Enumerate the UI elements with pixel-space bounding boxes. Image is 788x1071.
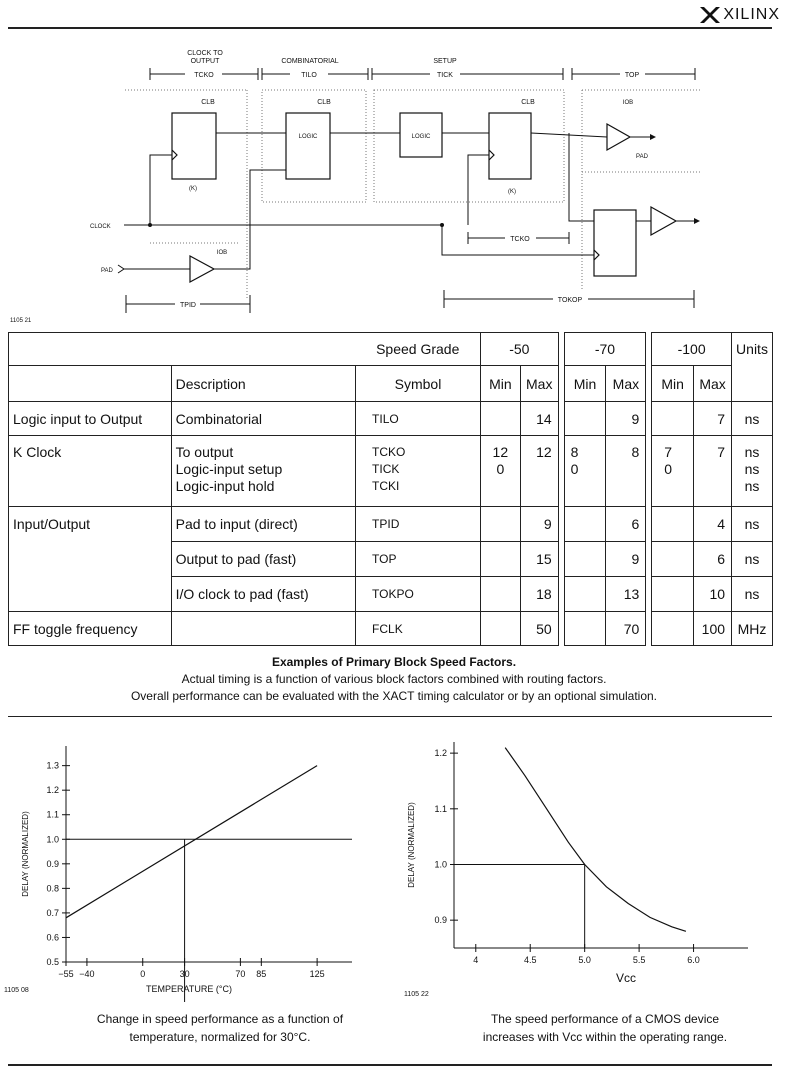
xilinx-logo: [700, 6, 780, 24]
x-tick-label: 4: [473, 955, 479, 965]
footer-rule: [8, 1064, 772, 1066]
pad-output-label: PAD: [636, 154, 648, 160]
cell-100-max: 6: [694, 542, 732, 577]
x-axis-label: Vcc: [615, 971, 637, 985]
tpid-label: TPID: [180, 302, 196, 309]
cell-100-min: [652, 507, 694, 542]
cell-50-min: [480, 542, 520, 577]
vcc-caption-line-1: The speed performance of a CMOS device: [490, 1012, 720, 1026]
cell-100-min: [652, 542, 694, 577]
tokop-label: TOKOP: [557, 297, 583, 304]
cell-unit: ns: [732, 577, 773, 612]
cell-unit: ns: [732, 542, 773, 577]
x-tick-label: 0: [140, 969, 146, 979]
cell-70-min: 0: [570, 461, 579, 477]
table-row: [9, 542, 773, 577]
y-tick-label: 1.2: [434, 748, 447, 759]
clock-to-output-label-2: OUTPUT: [190, 58, 220, 65]
cell-70-max: 9: [606, 402, 646, 436]
pad-input-arrow: [118, 265, 124, 273]
cell-unit: ns: [744, 461, 760, 477]
cell-70-min: 8: [570, 444, 579, 460]
row-category: FF toggle frequency: [9, 612, 172, 646]
y-tick-label: 0.9: [46, 858, 59, 869]
vcc-caption-line-2: increases with Vcc within the operating range.: [482, 1030, 728, 1044]
cell-100-max: 7: [694, 402, 732, 436]
cell-50-max: 12: [536, 444, 552, 460]
y-tick-label: 0.7: [46, 907, 59, 918]
figure-id: 1105 08: [4, 987, 29, 994]
min-header: Min: [480, 366, 520, 402]
x-tick-label: 6.0: [687, 955, 700, 965]
table-caption-title: Examples of Primary Block Speed Factors.: [271, 655, 517, 669]
cell-50-max: 9: [520, 507, 558, 542]
speed-grade-label: Speed Grade: [356, 333, 481, 366]
xilinx-logo-icon: [700, 7, 720, 23]
cell-unit: ns: [732, 402, 773, 436]
table-row: [9, 577, 773, 612]
grade-100-header: -100: [652, 333, 732, 366]
cell-50-min: 12: [492, 444, 509, 460]
cell-100-max: 7: [717, 444, 726, 460]
cell-70-min: [564, 402, 606, 436]
timing-diagram: [0, 40, 788, 330]
row-description: Pad to input (direct): [171, 507, 355, 542]
cell-70-max: 13: [606, 577, 646, 612]
min-header: Min: [564, 366, 606, 402]
x-tick-label: 4.5: [523, 955, 537, 965]
cell-70-max: 6: [606, 507, 646, 542]
clb-label-2: CLB: [317, 99, 331, 106]
table-caption-line-1: Actual timing is a function of various block factors combined with routing factors.: [181, 672, 607, 686]
cell-70-max: 8: [631, 444, 640, 460]
row-symbol: TCKI: [372, 479, 400, 493]
cell-50-min: [480, 507, 520, 542]
series-line: [505, 748, 686, 932]
pad-input-label: PAD: [101, 268, 113, 274]
x-tick-label: 70: [235, 969, 246, 979]
tcko-top-label: TCKO: [194, 72, 214, 79]
timing-arrows: [150, 68, 695, 80]
cell-70-max: 9: [606, 542, 646, 577]
row-category: K Clock: [9, 436, 172, 507]
x-axis-label: TEMPERATURE (°C): [146, 984, 232, 994]
y-tick-label: 1.2: [46, 785, 59, 796]
iob-label-2: IOB: [216, 250, 228, 256]
combinatorial-label: COMBINATORIAL: [281, 58, 339, 65]
y-tick-label: 0.6: [46, 932, 59, 943]
x-tick-label: −55: [58, 969, 74, 979]
table-header-row-1: [9, 333, 773, 366]
row-description: Output to pad (fast): [171, 542, 355, 577]
row-symbol: TOKPO: [356, 577, 481, 612]
cell-100-min: [652, 577, 694, 612]
grade-70-header: -70: [564, 333, 646, 366]
cell-50-min: [480, 577, 520, 612]
y-tick-label: 1.1: [434, 803, 447, 814]
x-tick-label: 5.5: [632, 955, 646, 965]
cell-50-max: 18: [520, 577, 558, 612]
grade-50-header: -50: [480, 333, 558, 366]
vcc-chart-caption: [440, 1010, 770, 1046]
temperature-delay-chart: [0, 720, 392, 1010]
cell-unit: ns: [732, 507, 773, 542]
figure-id: 1105 22: [404, 991, 429, 998]
row-symbol: TICK: [372, 462, 400, 476]
max-header: Max: [606, 366, 646, 402]
header-rule: [8, 27, 772, 29]
clb-label-3: CLB: [521, 99, 535, 106]
y-tick-label: 1.0: [434, 859, 447, 870]
cell-70-min: [564, 507, 606, 542]
row-symbol: TCKO: [372, 445, 406, 459]
cell-50-max: 14: [520, 402, 558, 436]
xilinx-logo-text: XILINX: [723, 6, 780, 23]
max-header: Max: [520, 366, 558, 402]
row-description: I/O clock to pad (fast): [171, 577, 355, 612]
y-axis-label: DELAY (NORMALIZED): [21, 811, 30, 897]
row-category: [9, 542, 172, 577]
x-tick-label: 125: [309, 969, 325, 979]
cell-100-min: 7: [664, 444, 673, 460]
row-symbol: TILO: [356, 402, 481, 436]
x-tick-label: −40: [79, 969, 95, 979]
cell-70-max: 70: [606, 612, 646, 646]
temperature-caption-line-1: Change in speed performance as a function of: [96, 1012, 344, 1026]
y-tick-label: 0.8: [46, 883, 59, 894]
table-header-row-2: [9, 366, 773, 402]
series-line: [66, 766, 317, 918]
y-tick-label: 1.3: [46, 760, 59, 771]
row-description: Combinatorial: [171, 402, 355, 436]
min-header: Min: [652, 366, 694, 402]
cell-70-min: [564, 542, 606, 577]
symbol-header: Symbol: [356, 366, 481, 402]
row-symbol: TOP: [356, 542, 481, 577]
cell-50-max: 15: [520, 542, 558, 577]
table-row: [9, 612, 773, 646]
y-axis-label: DELAY (NORMALIZED): [407, 802, 416, 888]
cell-50-min: [480, 612, 520, 646]
tcko-lower-label: TCKO: [510, 236, 530, 243]
y-tick-label: 1.1: [46, 809, 59, 820]
row-category: Input/Output: [9, 507, 172, 542]
cell-70-min: [564, 612, 606, 646]
cell-unit: ns: [744, 478, 760, 494]
row-symbol: FCLK: [356, 612, 481, 646]
x-tick-label: 5.0: [578, 955, 591, 965]
row-category: [9, 577, 172, 612]
diagram-figure-id: 1105 21: [10, 318, 32, 324]
cell-100-max: 10: [694, 577, 732, 612]
row-category: Logic input to Output: [9, 402, 172, 436]
cell-unit: MHz: [732, 612, 773, 646]
temperature-chart-caption: [60, 1010, 380, 1046]
iob-label-1: IOB: [622, 100, 634, 106]
clb-label-1: CLB: [201, 99, 215, 106]
cell-100-min: [652, 612, 694, 646]
row-description: [171, 612, 355, 646]
table-row: [9, 402, 773, 436]
description-header: Description: [171, 366, 355, 402]
y-tick-label: 1.0: [46, 834, 59, 845]
cell-100-max: 100: [694, 612, 732, 646]
cell-50-max: 50: [520, 612, 558, 646]
x-tick-label: 30: [179, 969, 190, 979]
table-caption-line-2: Overall performance can be evaluated with the XACT timing calculator or by an optional simulation.: [130, 689, 658, 703]
units-header: Units: [732, 333, 773, 402]
speed-table: [8, 332, 773, 646]
y-tick-label: 0.5: [46, 957, 59, 967]
cell-50-min: 0: [496, 461, 505, 477]
y-tick-label: 0.9: [434, 915, 447, 926]
vcc-delay-chart: [392, 720, 788, 1010]
logic-label-2: LOGIC: [411, 134, 431, 140]
temperature-caption-line-2: temperature, normalized for 30°C.: [129, 1030, 311, 1044]
tilo-label: TILO: [301, 72, 317, 79]
x-tick-label: 85: [256, 969, 267, 979]
top-label: TOP: [624, 72, 640, 79]
setup-label: SETUP: [433, 58, 457, 65]
cell-50-min: [480, 402, 520, 436]
row-description: Logic-input hold: [175, 478, 275, 494]
row-symbol: TPID: [356, 507, 481, 542]
logic-label-1: LOGIC: [298, 134, 318, 140]
clock-to-output-label-1: CLOCK TO: [187, 50, 223, 57]
cell-100-min: 0: [664, 461, 673, 477]
row-description: Logic-input setup: [175, 461, 283, 477]
cell-70-min: [564, 577, 606, 612]
row-description: To output: [175, 444, 234, 460]
k-label-2: (K): [508, 189, 516, 195]
circuit-blocks: [172, 113, 636, 276]
table-row: [9, 507, 773, 542]
cell-100-max: 4: [694, 507, 732, 542]
max-header: Max: [694, 366, 732, 402]
k-label-1: (K): [189, 186, 197, 192]
clock-input-label: CLOCK: [90, 224, 111, 230]
tick-label: TICK: [437, 72, 453, 79]
cell-unit: ns: [744, 444, 760, 460]
section-rule: [8, 716, 772, 717]
cell-100-min: [652, 402, 694, 436]
table-row: [9, 436, 773, 507]
